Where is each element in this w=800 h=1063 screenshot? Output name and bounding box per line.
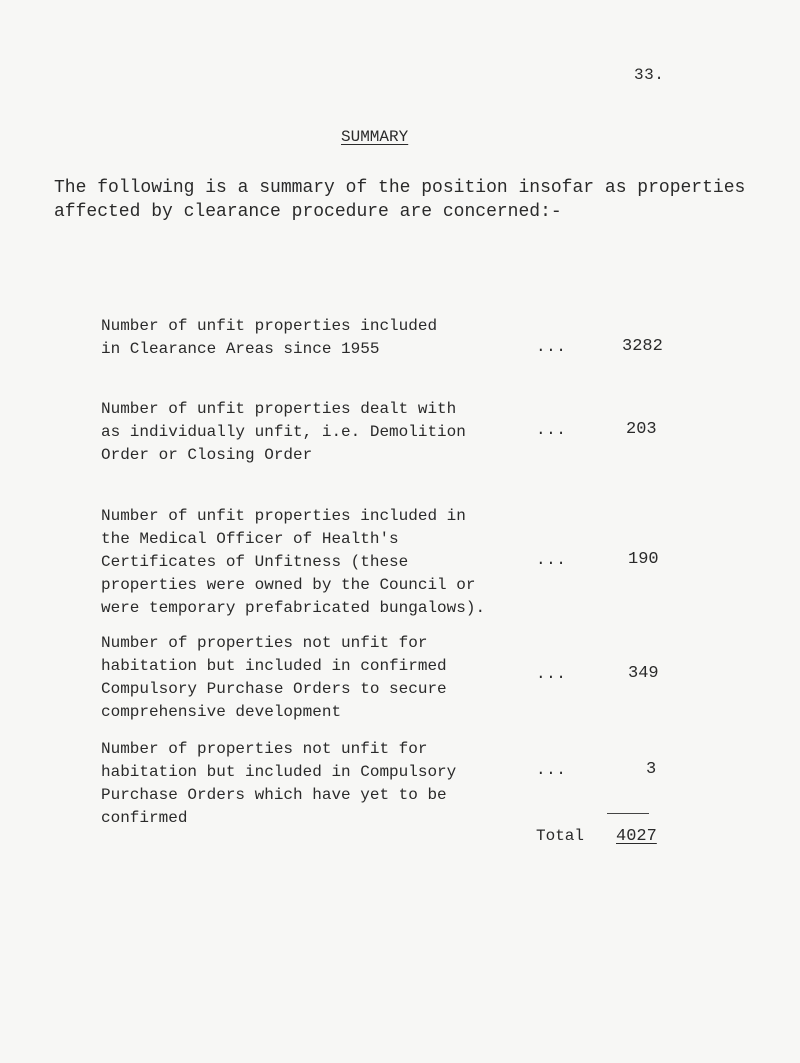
total-label: Total [536, 827, 585, 845]
summary-item-medical-certificates: Number of unfit properties included in the Medical Officer of Health's Certificates of Unfitness (these properties were owned by the Council or were temporary prefabricated bungalows). [101, 507, 486, 617]
summary-item-clearance-areas: Number of unfit properties included in Clearance Areas since 1955 [101, 317, 438, 358]
total-rule [607, 813, 649, 814]
leader-dots: ... [536, 665, 567, 683]
summary-value: 3282 [622, 337, 663, 356]
summary-value: 3 [646, 760, 657, 779]
page-number: 33. [634, 66, 665, 84]
summary-value: 203 [626, 420, 657, 439]
leader-dots: ... [536, 421, 567, 439]
leader-dots: ... [536, 551, 567, 569]
leader-dots: ... [536, 761, 567, 779]
summary-value: 349 [628, 664, 659, 683]
summary-item-unconfirmed-cpo: Number of properties not unfit for habitation but included in Compulsory Purchase Orders which have yet to be confirmed [101, 740, 457, 827]
page-title: SUMMARY [341, 128, 409, 146]
intro-paragraph: The following is a summary of the position insofar as properties affected by clearance procedure are concerned:- [54, 178, 746, 222]
summary-value: 190 [628, 550, 659, 569]
summary-item-individually-unfit: Number of unfit properties dealt with as individually unfit, i.e. Demolition Order or Closing Order [101, 400, 466, 464]
total-value: 4027 [616, 827, 657, 846]
leader-dots: ... [536, 338, 567, 356]
summary-item-confirmed-cpo: Number of properties not unfit for habitation but included in confirmed Compulsory Purchase Orders to secure comprehensive development [101, 634, 447, 721]
